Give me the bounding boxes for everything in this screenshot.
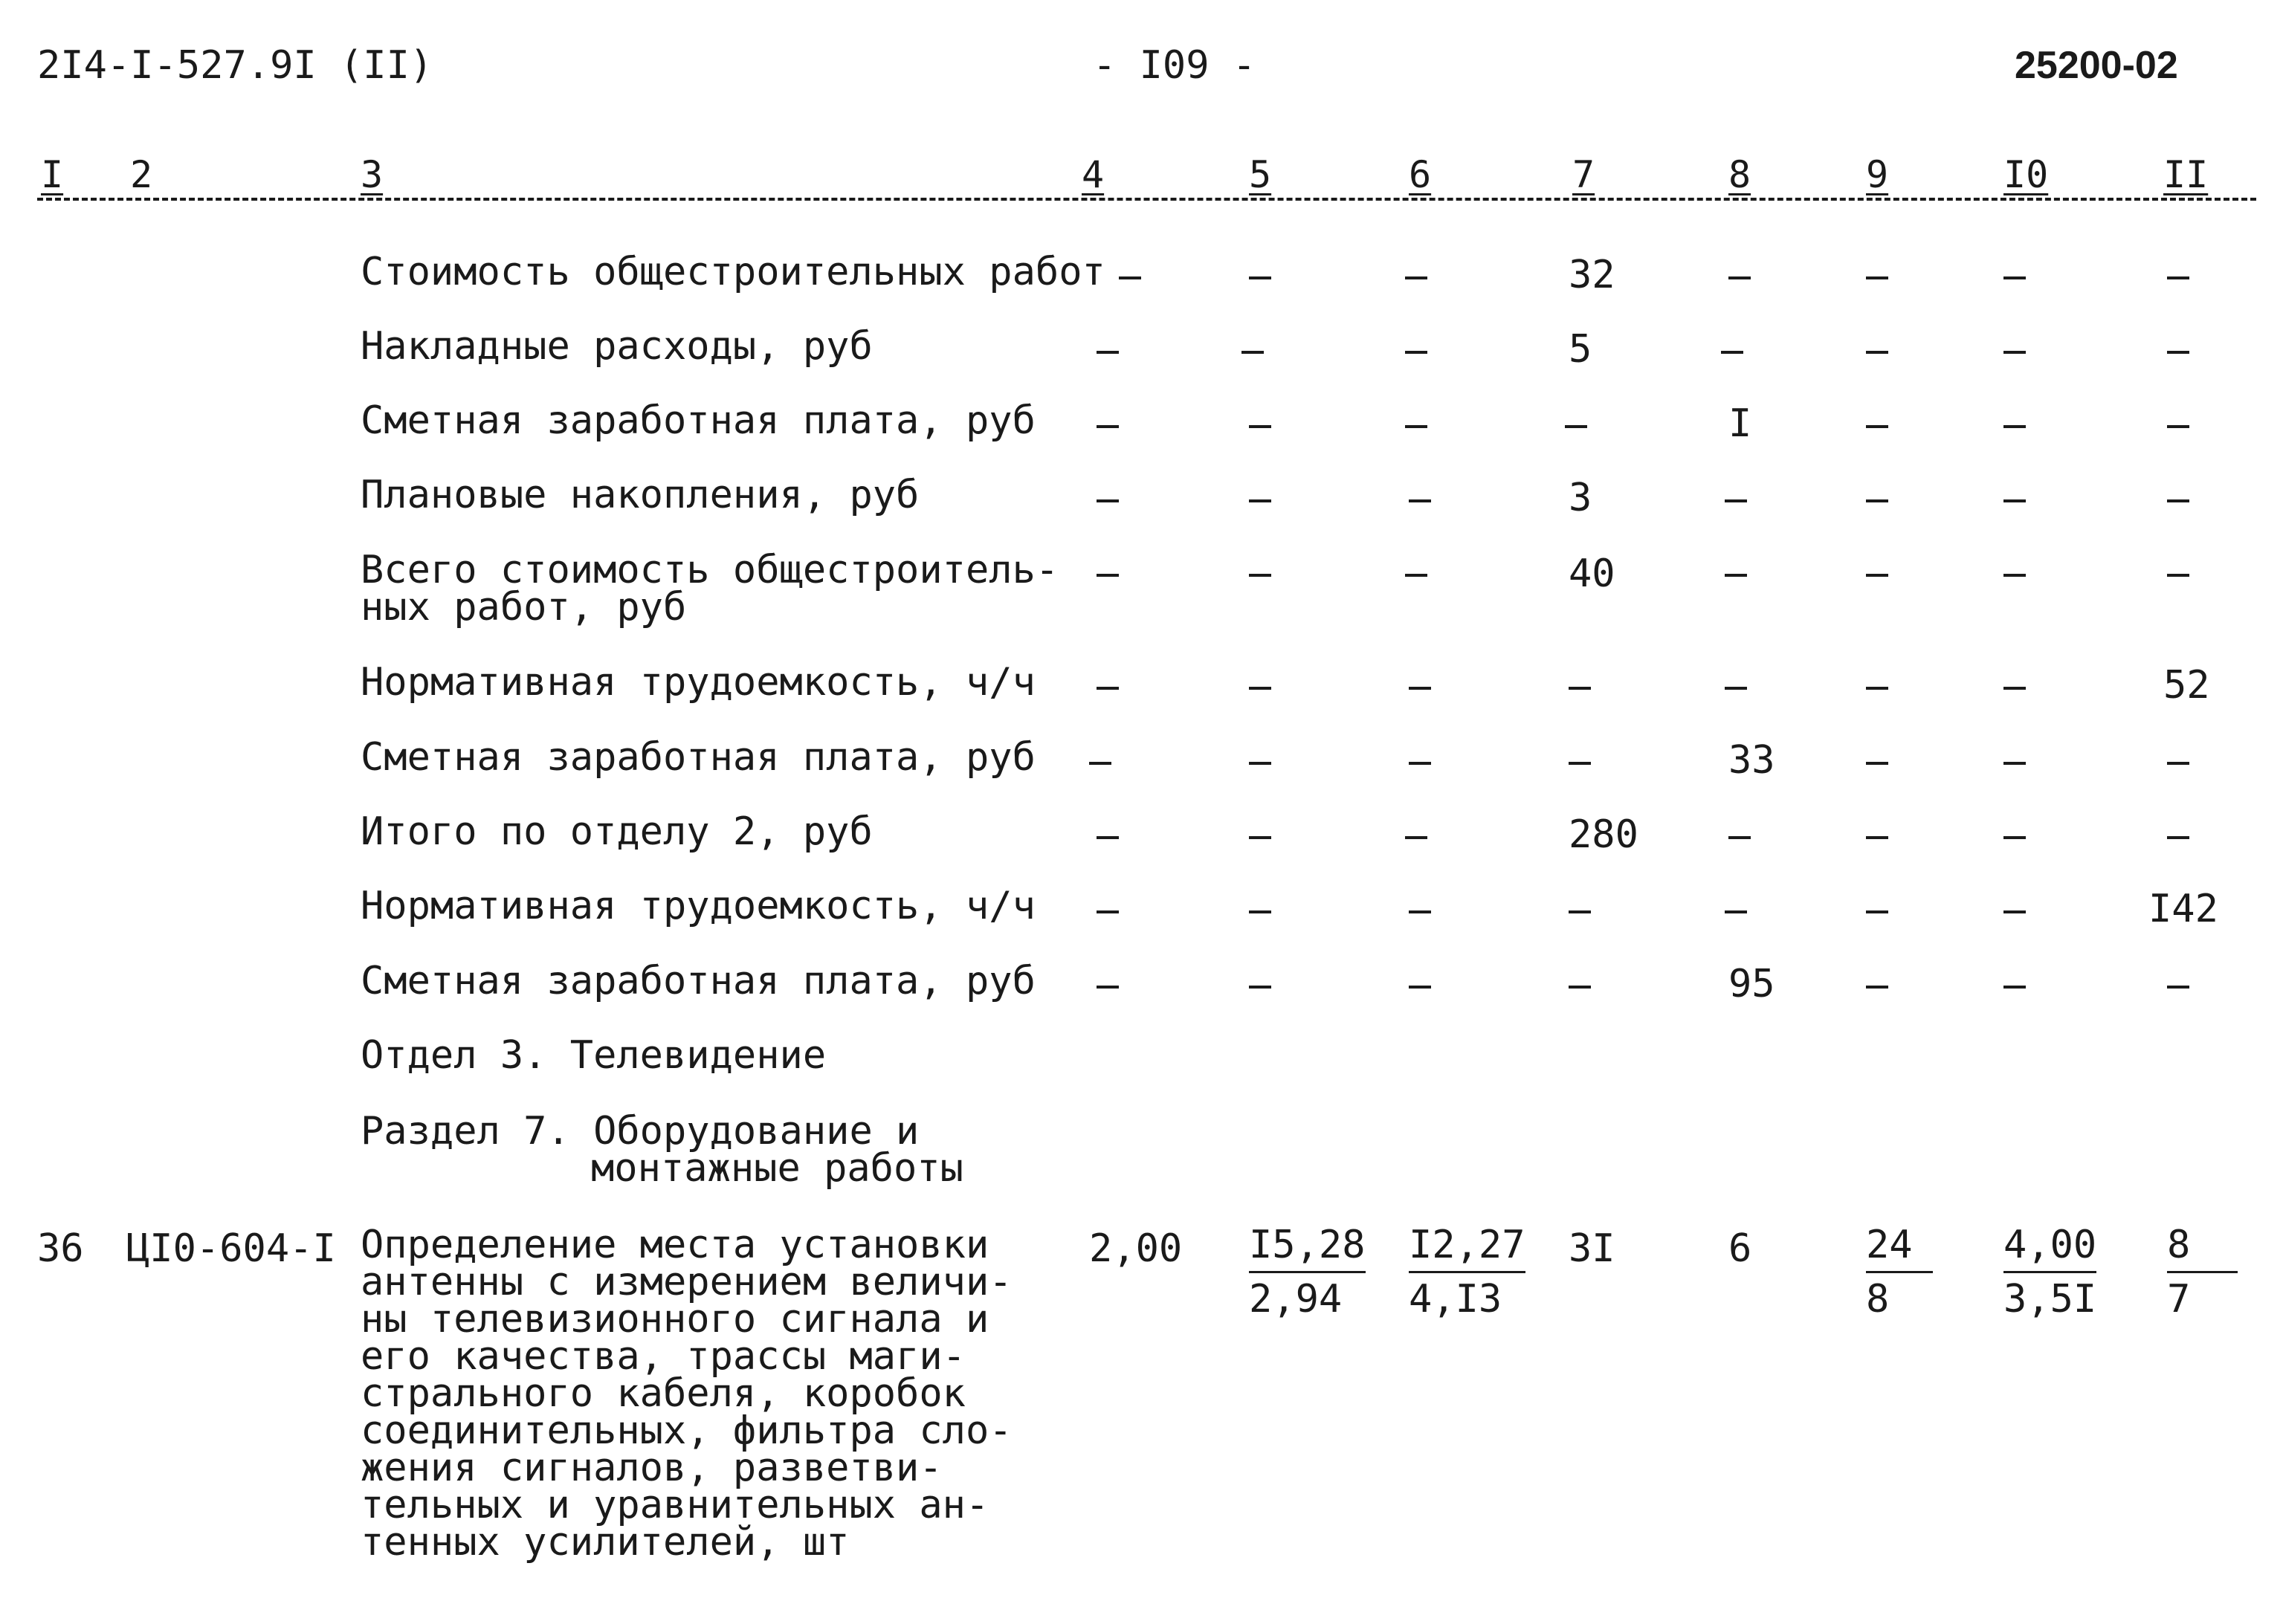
cell-c8: I [1728,401,1752,446]
dash [1249,425,1271,428]
dash [1569,762,1591,765]
row-name: Сметная заработная плата, руб [361,398,1036,443]
dash [1097,687,1119,690]
dash [2003,836,2026,839]
dash [2167,574,2189,577]
col-5: 5 [1249,153,1272,196]
sheet-code: 25200-02 [2015,44,2178,87]
dash [2167,986,2189,989]
item-description-line: стрального кабеля, коробок [361,1371,966,1416]
dash [2003,425,2026,428]
item-description-line: тенных усилителей, шт [361,1520,850,1565]
dash [1725,687,1747,690]
item-description-line: ны телевизионного сигнала и [361,1297,989,1342]
cell-c10-bottom: 3,5I [2003,1277,2097,1321]
dash [1097,986,1119,989]
dash [1565,425,1587,428]
col-4: 4 [1082,153,1105,196]
dash [1249,910,1271,913]
dash [2003,351,2026,354]
item-description [361,1223,1013,1565]
dash [2003,762,2026,765]
item-description-line: тельных и уравнительных ан- [361,1483,989,1527]
dash [1866,351,1888,354]
dash [2167,836,2189,839]
cell-c5-bottom: 2,94 [1249,1277,1343,1321]
dash [2167,425,2189,428]
dash [1097,351,1119,354]
dash [2003,574,2026,577]
cell-c11-bottom: 7 [2167,1277,2191,1321]
col-11: II [2163,153,2209,196]
dash [1721,351,1743,354]
dash [1409,687,1431,690]
col-8: 8 [1728,153,1751,196]
dash [1089,762,1111,765]
row-name: Накладные расходы, руб [361,324,873,369]
row-name: Нормативная трудоемкость, ч/ч [361,660,1036,705]
dash [1097,499,1119,502]
dash [1097,425,1119,428]
row-name: Сметная заработная плата, руб [361,959,1036,1003]
col-6: 6 [1409,153,1432,196]
dash [1249,836,1271,839]
dash [1405,836,1427,839]
cell-c8: 6 [1728,1226,1752,1271]
row-name: Итого по отделу 2, руб [361,809,873,854]
dash [2167,499,2189,502]
dash [1866,910,1888,913]
item-description-line: Определение места установки [361,1223,989,1267]
row-name: Сметная заработная плата, руб [361,735,1036,780]
cell-c9-bottom: 8 [1866,1277,1890,1321]
item-description-line: соединительных, фильтра сло- [361,1408,1013,1453]
cell-c10-top: 4,00 [2003,1219,2096,1273]
cell-c5 [1249,1219,1366,1325]
document-code: 2I4-I-527.9I (II) [37,43,433,88]
cell-c6-bottom: 4,I3 [1409,1277,1502,1321]
dash [1097,910,1119,913]
dash [1866,687,1888,690]
cell-c7: 5 [1569,327,1592,372]
dash [1866,425,1888,428]
dash [1866,986,1888,989]
razdel-line: Раздел 7. Оборудование и [361,1109,920,1154]
dash [1249,499,1271,502]
dash [1405,574,1427,577]
section-otdel: Отдел 3. Телевидение [361,1033,827,1078]
dash [1097,574,1119,577]
col-2: 2 [130,153,153,196]
cell-c6-top: I2,27 [1409,1219,1525,1273]
dash [1866,499,1888,502]
dash [1249,574,1271,577]
dash [2003,276,2026,279]
cell-c9 [1866,1219,1933,1325]
cell-c6 [1409,1219,1525,1325]
dash [1249,276,1271,279]
dash [2167,762,2189,765]
dash [2003,910,2026,913]
item-code: ЦI0-604-I [126,1226,336,1271]
cell-c4: 2,00 [1089,1226,1183,1271]
item-description-line: антенны с измерением величи- [361,1260,1013,1304]
dash [2003,687,2026,690]
dash [1725,499,1747,502]
cell-c11: 52 [2163,663,2210,708]
cell-c7: 280 [1569,812,1638,857]
dash [1097,836,1119,839]
dash [1241,351,1264,354]
dash [1725,574,1747,577]
item-description-line: его качества, трассы маги- [361,1334,966,1379]
row-name: Плановые накопления, руб [361,473,920,517]
col-9: 9 [1866,153,1889,196]
dash [1569,687,1591,690]
razdel-line: монтажные работы [591,1146,963,1191]
cell-c11: I42 [2148,887,2218,931]
dash [1405,425,1427,428]
header-rule [37,198,2256,201]
cell-c5-top: I5,28 [1249,1219,1366,1273]
cell-c10 [2003,1219,2096,1325]
dash [1409,986,1431,989]
dash [1728,836,1751,839]
cell-c9-top: 24 [1866,1219,1933,1273]
row-name: Стоимость общестроительных работ [361,250,1105,294]
dash [1866,836,1888,839]
cell-c8: 33 [1728,738,1775,783]
col-3: 3 [361,153,384,196]
dash [1249,762,1271,765]
cell-c7: 3 [1569,476,1592,520]
dash [2003,986,2026,989]
dash [1119,276,1141,279]
row-name: Нормативная трудоемкость, ч/ч [361,884,1036,928]
dash [1249,687,1271,690]
dash [1866,574,1888,577]
col-7: 7 [1572,153,1595,196]
dash [2167,276,2189,279]
col-10: I0 [2003,153,2049,196]
dash [1866,276,1888,279]
dash [1405,276,1427,279]
dash [1866,762,1888,765]
row-name [361,548,1059,630]
cell-c7: 3I [1569,1226,1615,1271]
dash [2003,499,2026,502]
col-1: I [41,153,64,196]
dash [2167,351,2189,354]
row-name-line: Всего стоимость общестроитель- [361,548,1059,592]
cell-c7: 32 [1569,253,1615,297]
cell-c11 [2167,1219,2238,1325]
cell-c11-top: 8 [2167,1219,2238,1273]
dash [1569,986,1591,989]
dash [1405,351,1427,354]
cell-c7: 40 [1569,551,1615,596]
dash [1569,910,1591,913]
cell-c8: 95 [1728,962,1775,1006]
dash [1409,762,1431,765]
row-name-line: ных работ, руб [361,585,687,630]
item-number: 36 [37,1226,84,1271]
dash [1728,276,1751,279]
dash [1249,986,1271,989]
item-description-line: жения сигналов, разветви- [361,1446,943,1490]
page-number: - I09 - [1093,43,1256,88]
dash [1725,910,1747,913]
section-razdel [361,1109,963,1191]
dash [1409,499,1431,502]
dash [1409,910,1431,913]
